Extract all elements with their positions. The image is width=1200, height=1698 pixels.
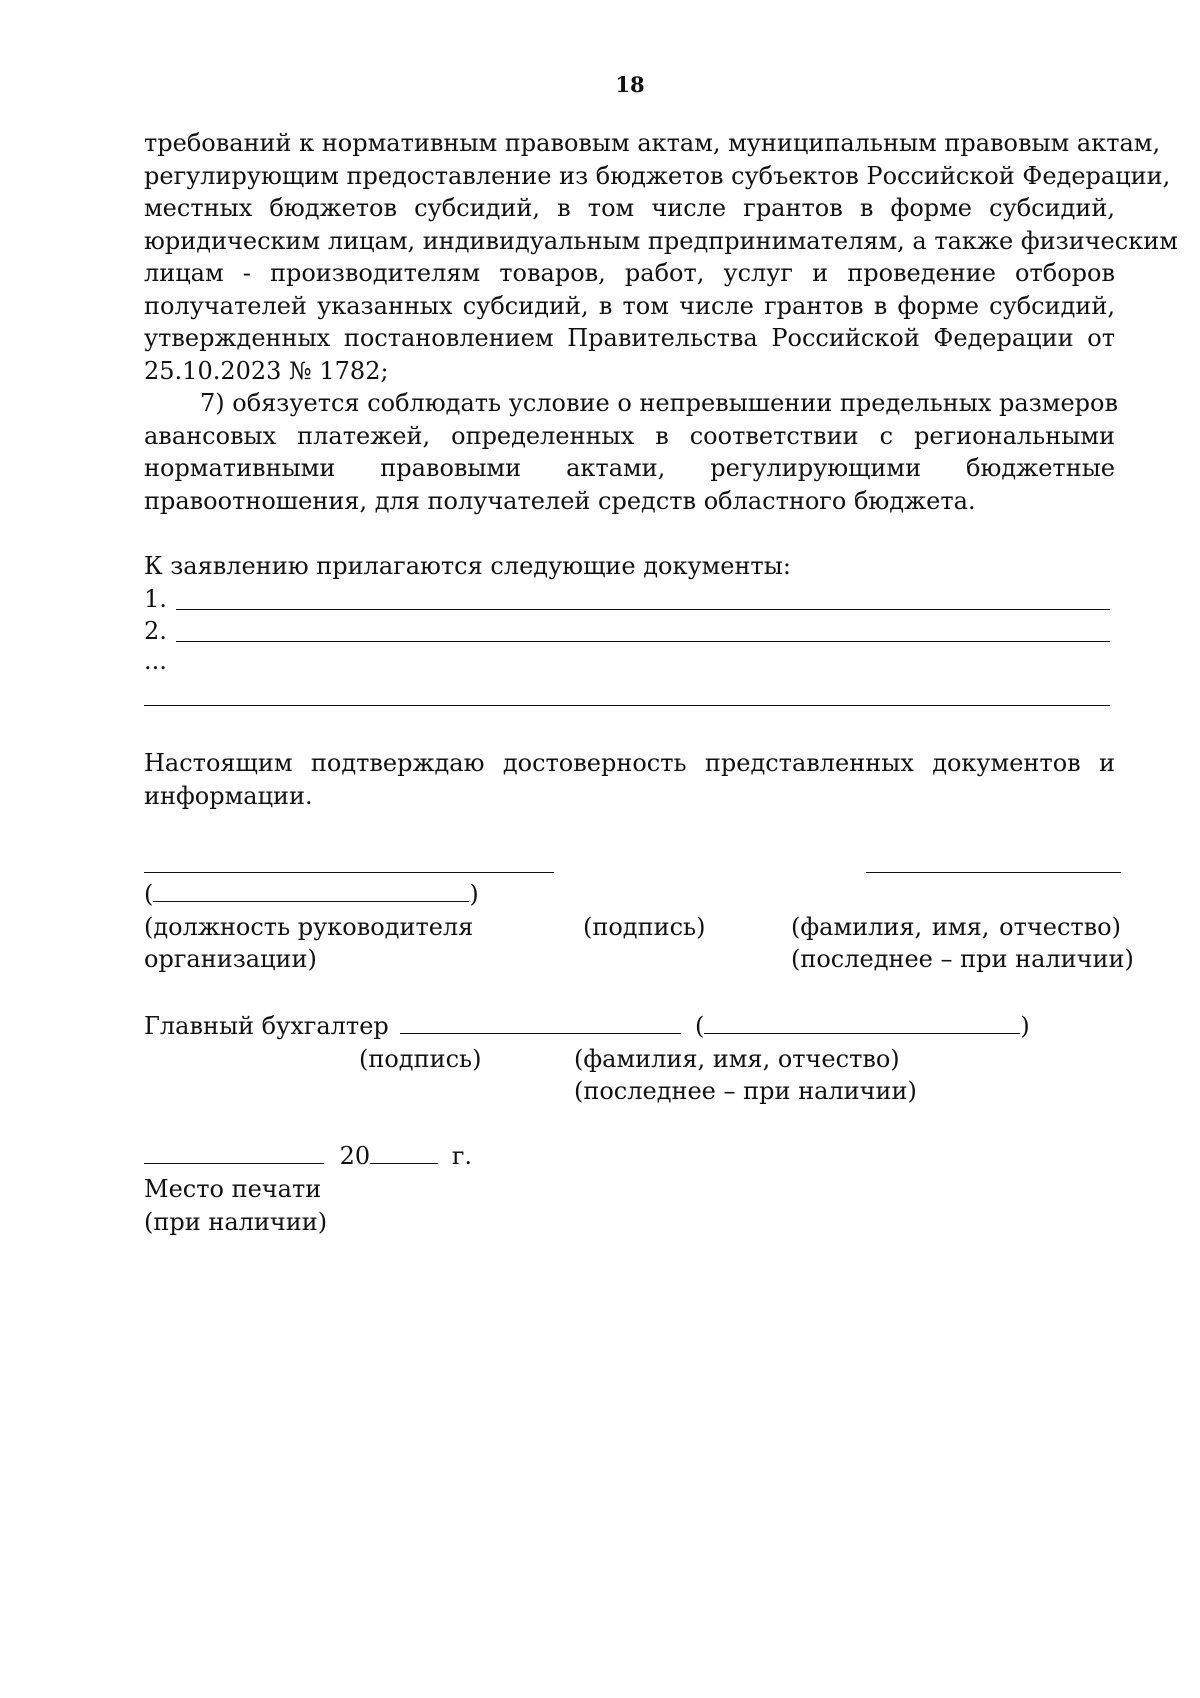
date-year-prefix: 20 bbox=[339, 1142, 371, 1170]
accountant-fio-line bbox=[704, 1011, 1020, 1034]
chief-accountant-row bbox=[144, 1010, 1030, 1043]
date-year-line bbox=[370, 1141, 438, 1164]
paren-close: ) bbox=[469, 880, 479, 908]
head-fio-blank bbox=[144, 878, 479, 911]
paragraph-line: утвержденных постановлением Правительства Российской Федерации от bbox=[144, 324, 1115, 352]
fio-label-line1: (фамилия, имя, отчество) bbox=[791, 913, 1121, 941]
paragraph-line: информации. bbox=[144, 781, 313, 810]
paren-close: ) bbox=[1020, 1012, 1030, 1040]
position-label-line2: организации) bbox=[144, 945, 317, 973]
attachment-ellipsis: ... bbox=[144, 647, 167, 675]
attachment-item-1-line bbox=[176, 609, 1110, 610]
paragraph-line: авансовых платежей, определенных в соответствии с региональными bbox=[144, 421, 1115, 450]
signature-label: (подпись) bbox=[583, 913, 706, 941]
paragraph-line: получателей указанных субсидий, в том числе грантов в форме субсидий, bbox=[144, 291, 1115, 320]
attachment-item-1-number: 1. bbox=[144, 585, 167, 613]
fio-signature-line bbox=[866, 872, 1121, 873]
page-number: 18 bbox=[615, 72, 645, 97]
date-day-month-line bbox=[144, 1141, 324, 1164]
position-signature-line bbox=[144, 872, 554, 873]
attachment-item-2-line bbox=[176, 641, 1110, 642]
paragraph-line: лицам - производителям товаров, работ, услуг и проведение отборов bbox=[144, 259, 1115, 287]
paragraph-line: требований к нормативным правовым актам, муниципальным правовым актам, bbox=[144, 129, 1161, 157]
paragraph-line: регулирующим предоставление из бюджетов субъектов Российской Федерации, bbox=[144, 161, 1171, 190]
attachment-extra-line bbox=[144, 705, 1110, 706]
accountant-signature-label: (подпись) bbox=[359, 1045, 482, 1073]
accountant-fio-label-line1: (фамилия, имя, отчество) bbox=[574, 1045, 900, 1073]
date-row bbox=[144, 1140, 472, 1173]
paragraph-line: 7) обязуется соблюдать условие о непревышении предельных размеров bbox=[200, 389, 1118, 417]
paragraph-line: правоотношения, для получателей средств областного бюджета. bbox=[144, 486, 976, 515]
paren-open: ( bbox=[695, 1012, 705, 1040]
requirements-paragraph bbox=[144, 127, 1178, 387]
accountant-fio-label-line2: (последнее – при наличии) bbox=[574, 1077, 917, 1105]
stamp-label-line1: Место печати bbox=[144, 1175, 322, 1203]
fio-label-line2: (последнее – при наличии) bbox=[791, 945, 1134, 973]
chief-accountant-label: Главный бухгалтер bbox=[144, 1012, 389, 1040]
stamp-label-line2: (при наличии) bbox=[144, 1208, 328, 1236]
attachment-item-2-number: 2. bbox=[144, 617, 167, 645]
item-7-paragraph bbox=[144, 387, 1118, 517]
paragraph-line: Настоящим подтверждаю достоверность представленных документов и bbox=[144, 749, 1115, 777]
date-year-suffix: г. bbox=[451, 1142, 473, 1170]
position-label-line1: (должность руководителя bbox=[144, 913, 474, 941]
confirmation-paragraph bbox=[144, 747, 1115, 812]
blank-line bbox=[153, 879, 469, 902]
paren-open: ( bbox=[144, 880, 154, 908]
accountant-signature-line bbox=[400, 1011, 681, 1034]
paragraph-line: юридическим лицам, индивидуальным предпринимателям, а также физическим bbox=[144, 226, 1178, 255]
paragraph-line: местных бюджетов субсидий, в том числе грантов в форме субсидий, bbox=[144, 194, 1115, 222]
paragraph-line: 25.10.2023 № 1782; bbox=[144, 356, 389, 385]
paragraph-line: нормативными правовыми актами, регулирующими бюджетные bbox=[144, 454, 1115, 482]
attachments-heading: К заявлению прилагаются следующие документы: bbox=[144, 552, 791, 580]
